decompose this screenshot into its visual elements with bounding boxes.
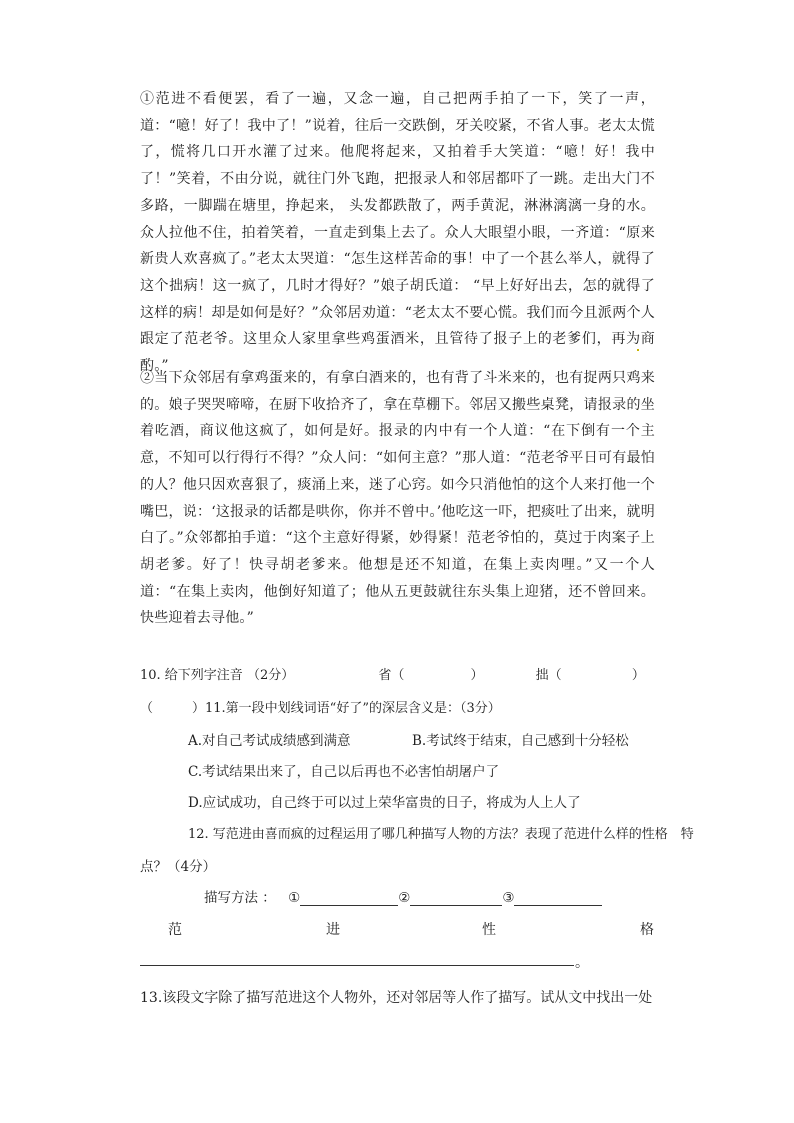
char-sheng-close: ） (470, 668, 484, 683)
passage-paragraph-1: ①范进不看便罢，看了一遍，又念一遍，自己把两手拍了一下，笑了一声，道：“噫！好了！我中了！”说着，往后一交跌倒，牙关咬紧，不省人事。老太太慌了，慌将几口开水灌了过来。他爬将起来，又拍着手大笑道：“噫！好！我中了！”笑着，不由分说，就往门外飞跑，把报录人和邻居都吓了一跳。走出大门不多路，一脚踹在塘里，挣起来， 头发都跌散了，两手黄泥，淋淋漓漓一身的水。众人拉他不住，拍着笑着，一直走到集上去了。众人大眼望小眼，一齐道：“原来新贵人欢喜疯了。”老太太哭道：“怎生这样苦命的事！中了一个甚么举人，就得了这个拙病！这一疯了，几时才得好？”娘子胡氏道： “早上好好出去，怎的就得了这样的病！却是如何是好？”众邻居劝道：“老太太不要心慌。我们而今且派两个人跟定了范老爷。这里众人家里拿些鸡蛋酒米，且管待了报子上的老爹们，再为商酌。” (140, 91, 655, 375)
option-b: B.考试终于结束，自己感到十分轻松 (412, 733, 629, 749)
method-1-number: ① (288, 890, 301, 906)
method-answer-row (204, 886, 602, 906)
method-1-blank[interactable] (300, 891, 398, 906)
passage-paragraph-2: ②当下众邻居有拿鸡蛋来的，有拿白酒来的，也有背了斗米来的，也有捉两只鸡来的。娘子哭哭啼啼，在厨下收拾齐了，拿在草棚下。邻居又搬些桌凳，请报录的坐着吃酒，商议他这疯了，如何是好。报录的内中有一个人道：“在下倒有一个主意，不知可以行得行不得？”众人问：“如何主意？”那人道：“范老爷平日可有最怕的人？他只因欢喜狠了，痰涌上来，迷了心窍。如今只消他怕的这个人来打他一个嘴巴，说：‘这报录的话都是哄你，你并不曾中。’他吃这一吓，把痰吐了出来，就明白了。”众邻都拍手道：“这个主意好得紧，妙得紧！范老爷怕的，莫过于肉案子上胡老爹。好了！快寻胡老爹来。他想是还不知道，在集上卖肉哩。”又一个人道：“在集上卖肉，他倒好知道了；他从五更鼓就往东头集上迎猪，还不曾回来。快些迎着去寻他。” (140, 370, 655, 627)
method-label: 描写方法 ： (204, 890, 276, 906)
method-3-number: ③ (502, 890, 515, 906)
option-c: C.考试结果出来了，自己以后再也不必害怕胡屠户了 (188, 764, 500, 780)
char-sheng: 省（ (378, 668, 405, 683)
question-13: 13.该段文字除了描写范进这个人物外，还对邻居等人作了描写。试从文中找出一处 (140, 990, 653, 1006)
method-2-number: ② (398, 890, 411, 906)
trait-char-xing: 性 (482, 922, 496, 938)
char-zhuo: 拙（ (535, 668, 562, 683)
trait-answer-blank[interactable] (140, 965, 574, 966)
option-a: A.对自己考试成绩感到满意 (188, 733, 351, 749)
question-10 (140, 664, 660, 683)
question-12-line2: 点？（4分） (140, 859, 217, 875)
method-3-blank[interactable] (514, 891, 602, 906)
trait-char-jin: 进 (326, 922, 340, 938)
option-d: D.应试成功，自己终于可以过上荣华富贵的日子，将成为人上人了 (188, 795, 581, 811)
trait-period: 。 (575, 955, 589, 971)
question-11: （ ）11.第一段中划线词语“好了”的深层含义是：（3分） (140, 701, 501, 716)
question-10-prompt: 10. 给下列字注音 （2分） (140, 668, 295, 683)
trait-char-ge: 格 (640, 922, 654, 938)
trait-char-fan: 范 (168, 922, 182, 938)
question-12-line1: 12. 写范进由喜而疯的过程运用了哪几种描写人物的方法？表现了范进什么样的性格 特 (188, 827, 694, 842)
char-zhuo-close: ） (631, 668, 645, 683)
method-2-blank[interactable] (410, 891, 502, 906)
stray-mark (637, 349, 639, 351)
